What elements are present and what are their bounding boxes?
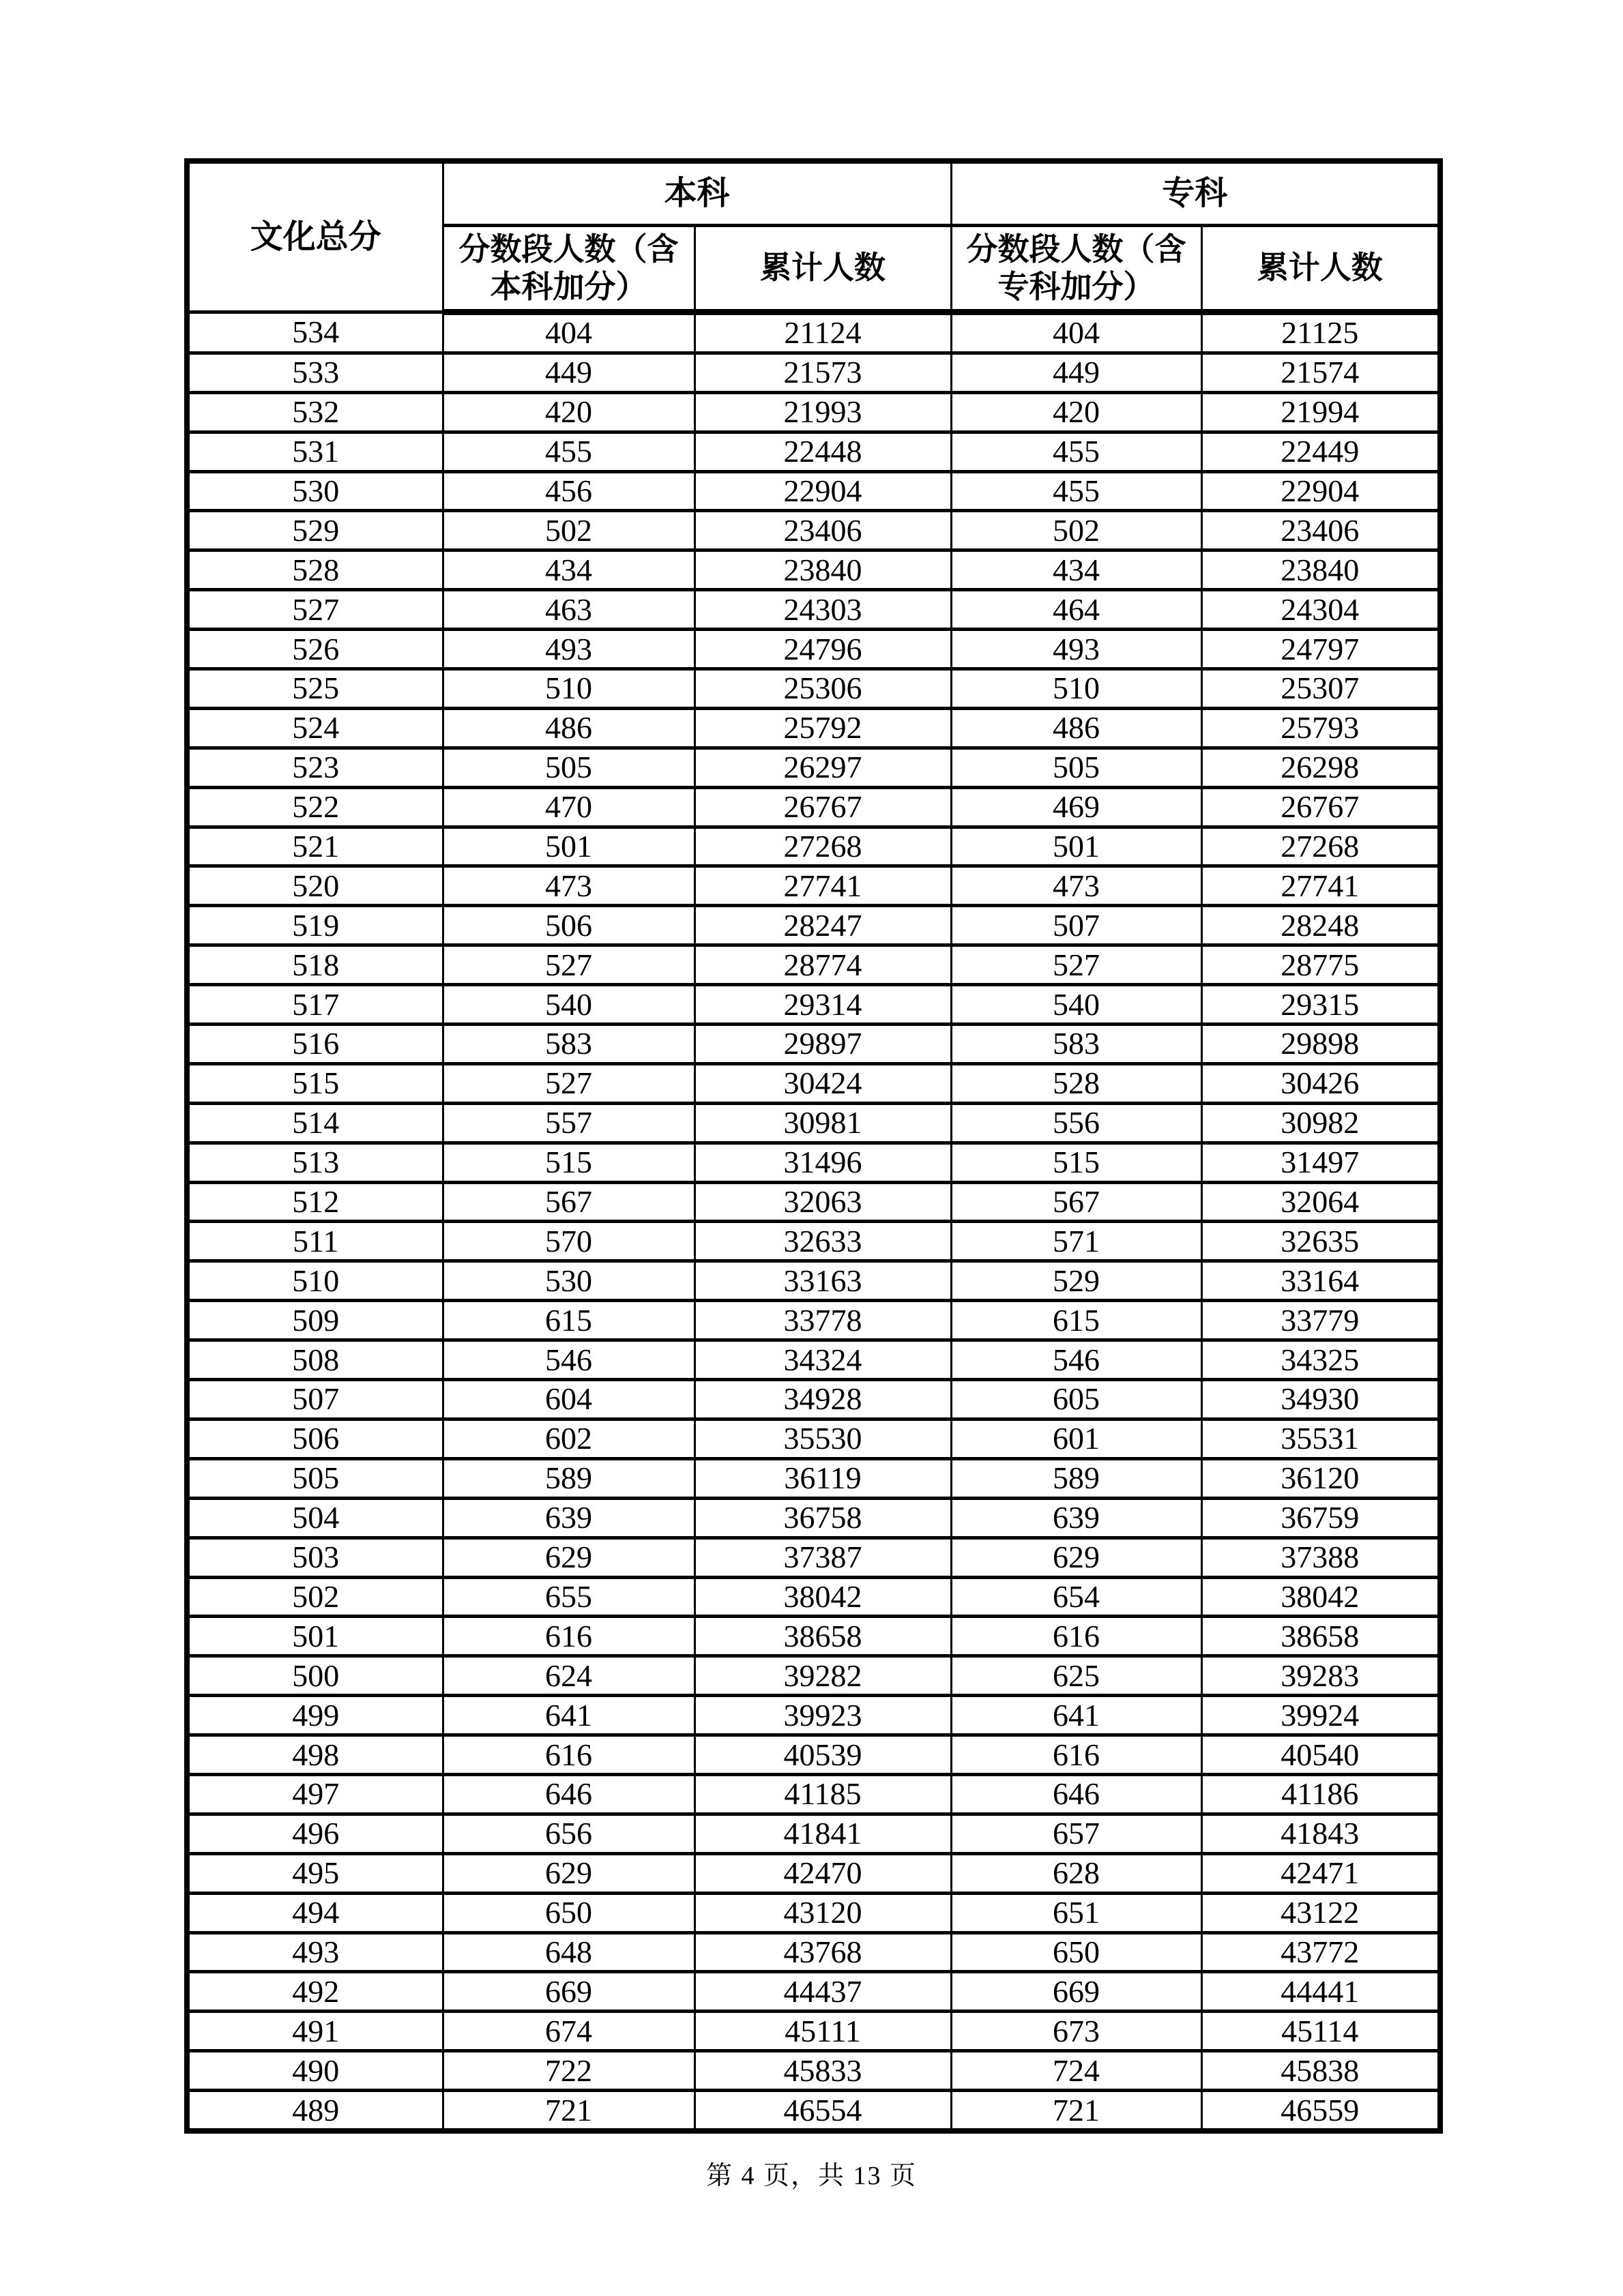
benke-segment-count-cell: 473 xyxy=(443,866,694,906)
table-row xyxy=(187,1261,1440,1301)
table-row xyxy=(187,1537,1440,1577)
benke-segment-count-cell: 502 xyxy=(443,511,694,550)
benke-cumulative-cell: 26297 xyxy=(694,748,951,787)
zhuanke-segment-count-cell: 501 xyxy=(951,827,1201,866)
zhuanke-cumulative-cell: 33779 xyxy=(1201,1301,1440,1340)
zhuanke-segment-count-cell: 651 xyxy=(951,1893,1201,1932)
zhuanke-cumulative-cell: 21994 xyxy=(1201,392,1440,432)
score-cell: 531 xyxy=(187,432,443,471)
header-zhuanke-cumulative: 累计人数 xyxy=(1201,226,1440,312)
benke-segment-count-cell: 641 xyxy=(443,1696,694,1735)
header-benke-segment: 分数段人数（含本科加分） xyxy=(443,226,694,312)
benke-cumulative-cell: 43120 xyxy=(694,1893,951,1932)
table-row xyxy=(187,392,1440,432)
zhuanke-segment-count-cell: 654 xyxy=(951,1577,1201,1617)
table-row xyxy=(187,2012,1440,2051)
benke-cumulative-cell: 39282 xyxy=(694,1656,951,1696)
table-row xyxy=(187,1143,1440,1182)
zhuanke-cumulative-cell: 29898 xyxy=(1201,1025,1440,1064)
benke-cumulative-cell: 32633 xyxy=(694,1222,951,1261)
benke-cumulative-cell: 23840 xyxy=(694,550,951,590)
zhuanke-cumulative-cell: 33164 xyxy=(1201,1261,1440,1301)
benke-cumulative-cell: 30981 xyxy=(694,1103,951,1143)
zhuanke-segment-count-cell: 567 xyxy=(951,1182,1201,1222)
benke-segment-count-cell: 530 xyxy=(443,1261,694,1301)
zhuanke-segment-count-cell: 515 xyxy=(951,1143,1201,1182)
zhuanke-cumulative-cell: 44441 xyxy=(1201,1972,1440,2012)
zhuanke-cumulative-cell: 21125 xyxy=(1201,312,1440,353)
score-cell: 494 xyxy=(187,1893,443,1932)
score-cell: 508 xyxy=(187,1340,443,1380)
zhuanke-segment-count-cell: 646 xyxy=(951,1774,1201,1814)
zhuanke-segment-count-cell: 540 xyxy=(951,985,1201,1025)
benke-segment-count-cell: 721 xyxy=(443,2091,694,2131)
table-row xyxy=(187,1498,1440,1537)
benke-segment-count-cell: 515 xyxy=(443,1143,694,1182)
zhuanke-segment-count-cell: 657 xyxy=(951,1814,1201,1853)
benke-cumulative-cell: 41841 xyxy=(694,1814,951,1853)
benke-cumulative-cell: 23406 xyxy=(694,511,951,550)
zhuanke-cumulative-cell: 38658 xyxy=(1201,1617,1440,1656)
table-row xyxy=(187,353,1440,392)
table-row xyxy=(187,1025,1440,1064)
benke-cumulative-cell: 22448 xyxy=(694,432,951,471)
benke-segment-count-cell: 650 xyxy=(443,1893,694,1932)
zhuanke-segment-count-cell: 505 xyxy=(951,748,1201,787)
zhuanke-segment-count-cell: 507 xyxy=(951,906,1201,945)
benke-segment-count-cell: 493 xyxy=(443,630,694,669)
benke-segment-count-cell: 629 xyxy=(443,1537,694,1577)
benke-cumulative-cell: 32063 xyxy=(694,1182,951,1222)
table-row xyxy=(187,1577,1440,1617)
zhuanke-cumulative-cell: 25793 xyxy=(1201,708,1440,748)
table-row xyxy=(187,1182,1440,1222)
zhuanke-segment-count-cell: 556 xyxy=(951,1103,1201,1143)
benke-cumulative-cell: 21124 xyxy=(694,312,951,353)
score-distribution-table xyxy=(184,158,1443,2134)
benke-segment-count-cell: 463 xyxy=(443,590,694,630)
header-zhuanke-segment: 分数段人数（含专科加分） xyxy=(951,226,1201,312)
benke-segment-count-cell: 616 xyxy=(443,1617,694,1656)
table-row xyxy=(187,2091,1440,2131)
table-row xyxy=(187,550,1440,590)
benke-segment-count-cell: 456 xyxy=(443,471,694,511)
zhuanke-cumulative-cell: 43772 xyxy=(1201,1932,1440,1972)
table-row xyxy=(187,1222,1440,1261)
zhuanke-segment-count-cell: 601 xyxy=(951,1419,1201,1458)
benke-cumulative-cell: 28774 xyxy=(694,945,951,985)
benke-cumulative-cell: 26767 xyxy=(694,787,951,827)
zhuanke-segment-count-cell: 673 xyxy=(951,2012,1201,2051)
table-row xyxy=(187,1617,1440,1656)
zhuanke-cumulative-cell: 29315 xyxy=(1201,985,1440,1025)
benke-cumulative-cell: 34928 xyxy=(694,1380,951,1419)
page-number-footer: 第 4 页，共 13 页 xyxy=(705,2162,917,2190)
benke-cumulative-cell: 45111 xyxy=(694,2012,951,2051)
zhuanke-segment-count-cell: 589 xyxy=(951,1458,1201,1498)
zhuanke-cumulative-cell: 26767 xyxy=(1201,787,1440,827)
score-cell: 512 xyxy=(187,1182,443,1222)
table-row xyxy=(187,1063,1440,1103)
table-row xyxy=(187,1893,1440,1932)
zhuanke-cumulative-cell: 46559 xyxy=(1201,2091,1440,2131)
benke-segment-count-cell: 404 xyxy=(443,312,694,353)
score-cell: 510 xyxy=(187,1261,443,1301)
benke-segment-count-cell: 602 xyxy=(443,1419,694,1458)
zhuanke-segment-count-cell: 629 xyxy=(951,1537,1201,1577)
benke-segment-count-cell: 616 xyxy=(443,1735,694,1775)
benke-cumulative-cell: 33163 xyxy=(694,1261,951,1301)
table-row xyxy=(187,630,1440,669)
table-row xyxy=(187,1380,1440,1419)
zhuanke-segment-count-cell: 605 xyxy=(951,1380,1201,1419)
score-cell: 517 xyxy=(187,985,443,1025)
zhuanke-cumulative-cell: 26298 xyxy=(1201,748,1440,787)
benke-segment-count-cell: 420 xyxy=(443,392,694,432)
benke-cumulative-cell: 22904 xyxy=(694,471,951,511)
score-cell: 504 xyxy=(187,1498,443,1537)
benke-cumulative-cell: 39923 xyxy=(694,1696,951,1735)
score-cell: 516 xyxy=(187,1025,443,1064)
zhuanke-cumulative-cell: 28248 xyxy=(1201,906,1440,945)
benke-segment-count-cell: 527 xyxy=(443,1063,694,1103)
benke-cumulative-cell: 29314 xyxy=(694,985,951,1025)
table-row xyxy=(187,1735,1440,1775)
table-row xyxy=(187,1932,1440,1972)
benke-segment-count-cell: 567 xyxy=(443,1182,694,1222)
score-cell: 533 xyxy=(187,353,443,392)
benke-cumulative-cell: 35530 xyxy=(694,1419,951,1458)
zhuanke-segment-count-cell: 486 xyxy=(951,708,1201,748)
header-score-label: 文化总分 xyxy=(187,161,443,312)
zhuanke-segment-count-cell: 724 xyxy=(951,2051,1201,2091)
zhuanke-cumulative-cell: 45114 xyxy=(1201,2012,1440,2051)
benke-segment-count-cell: 583 xyxy=(443,1025,694,1064)
benke-cumulative-cell: 42470 xyxy=(694,1853,951,1893)
score-cell: 507 xyxy=(187,1380,443,1419)
zhuanke-segment-count-cell: 571 xyxy=(951,1222,1201,1261)
zhuanke-segment-count-cell: 464 xyxy=(951,590,1201,630)
score-cell: 497 xyxy=(187,1774,443,1814)
zhuanke-cumulative-cell: 36759 xyxy=(1201,1498,1440,1537)
score-cell: 500 xyxy=(187,1656,443,1696)
zhuanke-segment-count-cell: 529 xyxy=(951,1261,1201,1301)
table-row xyxy=(187,1656,1440,1696)
zhuanke-segment-count-cell: 669 xyxy=(951,1972,1201,2012)
zhuanke-segment-count-cell: 502 xyxy=(951,511,1201,550)
score-cell: 495 xyxy=(187,1853,443,1893)
score-cell: 505 xyxy=(187,1458,443,1498)
zhuanke-cumulative-cell: 24797 xyxy=(1201,630,1440,669)
table-row xyxy=(187,1696,1440,1735)
benke-segment-count-cell: 527 xyxy=(443,945,694,985)
benke-cumulative-cell: 37387 xyxy=(694,1537,951,1577)
table-row xyxy=(187,1419,1440,1458)
benke-segment-count-cell: 669 xyxy=(443,1972,694,2012)
zhuanke-segment-count-cell: 616 xyxy=(951,1617,1201,1656)
benke-cumulative-cell: 38042 xyxy=(694,1577,951,1617)
benke-segment-count-cell: 656 xyxy=(443,1814,694,1853)
benke-cumulative-cell: 36758 xyxy=(694,1498,951,1537)
benke-segment-count-cell: 674 xyxy=(443,2012,694,2051)
zhuanke-segment-count-cell: 641 xyxy=(951,1696,1201,1735)
zhuanke-segment-count-cell: 639 xyxy=(951,1498,1201,1537)
benke-segment-count-cell: 506 xyxy=(443,906,694,945)
zhuanke-cumulative-cell: 27268 xyxy=(1201,827,1440,866)
zhuanke-cumulative-cell: 32064 xyxy=(1201,1182,1440,1222)
zhuanke-cumulative-cell: 41843 xyxy=(1201,1814,1440,1853)
score-cell: 492 xyxy=(187,1972,443,2012)
score-cell: 496 xyxy=(187,1814,443,1853)
benke-segment-count-cell: 589 xyxy=(443,1458,694,1498)
score-cell: 515 xyxy=(187,1063,443,1103)
benke-cumulative-cell: 24796 xyxy=(694,630,951,669)
benke-segment-count-cell: 505 xyxy=(443,748,694,787)
benke-cumulative-cell: 29897 xyxy=(694,1025,951,1064)
benke-cumulative-cell: 33778 xyxy=(694,1301,951,1340)
benke-segment-count-cell: 501 xyxy=(443,827,694,866)
zhuanke-cumulative-cell: 34930 xyxy=(1201,1380,1440,1419)
score-cell: 506 xyxy=(187,1419,443,1458)
table-row xyxy=(187,1774,1440,1814)
zhuanke-cumulative-cell: 34325 xyxy=(1201,1340,1440,1380)
zhuanke-cumulative-cell: 25307 xyxy=(1201,669,1440,709)
zhuanke-cumulative-cell: 24304 xyxy=(1201,590,1440,630)
zhuanke-segment-count-cell: 455 xyxy=(951,471,1201,511)
table-row xyxy=(187,432,1440,471)
benke-cumulative-cell: 44437 xyxy=(694,1972,951,2012)
table-row xyxy=(187,1853,1440,1893)
zhuanke-segment-count-cell: 527 xyxy=(951,945,1201,985)
zhuanke-cumulative-cell: 40540 xyxy=(1201,1735,1440,1775)
zhuanke-segment-count-cell: 455 xyxy=(951,432,1201,471)
table-row xyxy=(187,708,1440,748)
zhuanke-segment-count-cell: 615 xyxy=(951,1301,1201,1340)
benke-cumulative-cell: 38658 xyxy=(694,1617,951,1656)
benke-cumulative-cell: 27268 xyxy=(694,827,951,866)
header-group-benke: 本科 xyxy=(443,161,951,226)
zhuanke-segment-count-cell: 473 xyxy=(951,866,1201,906)
benke-segment-count-cell: 540 xyxy=(443,985,694,1025)
zhuanke-segment-count-cell: 650 xyxy=(951,1932,1201,1972)
zhuanke-cumulative-cell: 35531 xyxy=(1201,1419,1440,1458)
score-cell: 489 xyxy=(187,2091,443,2131)
zhuanke-cumulative-cell: 32635 xyxy=(1201,1222,1440,1261)
zhuanke-cumulative-cell: 28775 xyxy=(1201,945,1440,985)
score-cell: 490 xyxy=(187,2051,443,2091)
zhuanke-cumulative-cell: 39283 xyxy=(1201,1656,1440,1696)
zhuanke-cumulative-cell: 30426 xyxy=(1201,1063,1440,1103)
benke-segment-count-cell: 639 xyxy=(443,1498,694,1537)
score-cell: 513 xyxy=(187,1143,443,1182)
score-cell: 502 xyxy=(187,1577,443,1617)
zhuanke-cumulative-cell: 31497 xyxy=(1201,1143,1440,1182)
benke-segment-count-cell: 570 xyxy=(443,1222,694,1261)
score-cell: 509 xyxy=(187,1301,443,1340)
zhuanke-segment-count-cell: 628 xyxy=(951,1853,1201,1893)
zhuanke-segment-count-cell: 493 xyxy=(951,630,1201,669)
score-cell: 534 xyxy=(187,312,443,353)
benke-segment-count-cell: 624 xyxy=(443,1656,694,1696)
table-row xyxy=(187,2051,1440,2091)
header-benke-cumulative: 累计人数 xyxy=(694,226,951,312)
score-cell: 527 xyxy=(187,590,443,630)
zhuanke-cumulative-cell: 23406 xyxy=(1201,511,1440,550)
benke-segment-count-cell: 629 xyxy=(443,1853,694,1893)
zhuanke-cumulative-cell: 43122 xyxy=(1201,1893,1440,1932)
benke-segment-count-cell: 655 xyxy=(443,1577,694,1617)
benke-segment-count-cell: 546 xyxy=(443,1340,694,1380)
zhuanke-segment-count-cell: 616 xyxy=(951,1735,1201,1775)
benke-cumulative-cell: 41185 xyxy=(694,1774,951,1814)
table-row xyxy=(187,866,1440,906)
score-cell: 499 xyxy=(187,1696,443,1735)
table-row xyxy=(187,312,1440,353)
benke-segment-count-cell: 648 xyxy=(443,1932,694,1972)
benke-segment-count-cell: 449 xyxy=(443,353,694,392)
benke-segment-count-cell: 604 xyxy=(443,1380,694,1419)
score-cell: 518 xyxy=(187,945,443,985)
zhuanke-cumulative-cell: 41186 xyxy=(1201,1774,1440,1814)
benke-cumulative-cell: 40539 xyxy=(694,1735,951,1775)
table-row xyxy=(187,471,1440,511)
header-group-zhuanke: 专科 xyxy=(951,161,1440,226)
zhuanke-cumulative-cell: 23840 xyxy=(1201,550,1440,590)
table-row xyxy=(187,945,1440,985)
benke-cumulative-cell: 24303 xyxy=(694,590,951,630)
score-cell: 526 xyxy=(187,630,443,669)
benke-segment-count-cell: 470 xyxy=(443,787,694,827)
table-row xyxy=(187,985,1440,1025)
zhuanke-cumulative-cell: 39924 xyxy=(1201,1696,1440,1735)
score-cell: 520 xyxy=(187,866,443,906)
table-row xyxy=(187,827,1440,866)
score-cell: 493 xyxy=(187,1932,443,1972)
zhuanke-segment-count-cell: 721 xyxy=(951,2091,1201,2131)
score-cell: 529 xyxy=(187,511,443,550)
benke-cumulative-cell: 45833 xyxy=(694,2051,951,2091)
benke-cumulative-cell: 46554 xyxy=(694,2091,951,2131)
table-row xyxy=(187,590,1440,630)
score-cell: 519 xyxy=(187,906,443,945)
zhuanke-cumulative-cell: 21574 xyxy=(1201,353,1440,392)
score-cell: 514 xyxy=(187,1103,443,1143)
benke-cumulative-cell: 34324 xyxy=(694,1340,951,1380)
zhuanke-cumulative-cell: 38042 xyxy=(1201,1577,1440,1617)
benke-segment-count-cell: 510 xyxy=(443,669,694,709)
benke-segment-count-cell: 646 xyxy=(443,1774,694,1814)
table-row xyxy=(187,748,1440,787)
score-cell: 491 xyxy=(187,2012,443,2051)
benke-cumulative-cell: 21573 xyxy=(694,353,951,392)
zhuanke-segment-count-cell: 404 xyxy=(951,312,1201,353)
table-row xyxy=(187,1972,1440,2012)
table-row xyxy=(187,669,1440,709)
benke-segment-count-cell: 434 xyxy=(443,550,694,590)
score-cell: 524 xyxy=(187,708,443,748)
score-cell: 528 xyxy=(187,550,443,590)
benke-cumulative-cell: 36119 xyxy=(694,1458,951,1498)
table-row xyxy=(187,1340,1440,1380)
benke-cumulative-cell: 30424 xyxy=(694,1063,951,1103)
benke-cumulative-cell: 25306 xyxy=(694,669,951,709)
benke-segment-count-cell: 486 xyxy=(443,708,694,748)
score-cell: 511 xyxy=(187,1222,443,1261)
zhuanke-cumulative-cell: 36120 xyxy=(1201,1458,1440,1498)
score-cell: 532 xyxy=(187,392,443,432)
zhuanke-cumulative-cell: 37388 xyxy=(1201,1537,1440,1577)
score-cell: 522 xyxy=(187,787,443,827)
score-cell: 501 xyxy=(187,1617,443,1656)
score-cell: 503 xyxy=(187,1537,443,1577)
zhuanke-cumulative-cell: 30982 xyxy=(1201,1103,1440,1143)
zhuanke-segment-count-cell: 420 xyxy=(951,392,1201,432)
zhuanke-cumulative-cell: 45838 xyxy=(1201,2051,1440,2091)
zhuanke-cumulative-cell: 27741 xyxy=(1201,866,1440,906)
benke-cumulative-cell: 25792 xyxy=(694,708,951,748)
benke-cumulative-cell: 27741 xyxy=(694,866,951,906)
table-row xyxy=(187,1103,1440,1143)
table-row xyxy=(187,1458,1440,1498)
benke-segment-count-cell: 722 xyxy=(443,2051,694,2091)
benke-segment-count-cell: 455 xyxy=(443,432,694,471)
table-body xyxy=(187,312,1440,2131)
benke-cumulative-cell: 43768 xyxy=(694,1932,951,1972)
zhuanke-cumulative-cell: 22449 xyxy=(1201,432,1440,471)
zhuanke-segment-count-cell: 510 xyxy=(951,669,1201,709)
zhuanke-segment-count-cell: 434 xyxy=(951,550,1201,590)
score-cell: 498 xyxy=(187,1735,443,1775)
benke-segment-count-cell: 557 xyxy=(443,1103,694,1143)
table-row xyxy=(187,1814,1440,1853)
benke-cumulative-cell: 21993 xyxy=(694,392,951,432)
zhuanke-segment-count-cell: 528 xyxy=(951,1063,1201,1103)
zhuanke-segment-count-cell: 546 xyxy=(951,1340,1201,1380)
benke-cumulative-cell: 28247 xyxy=(694,906,951,945)
zhuanke-cumulative-cell: 22904 xyxy=(1201,471,1440,511)
benke-segment-count-cell: 615 xyxy=(443,1301,694,1340)
table-row xyxy=(187,787,1440,827)
score-cell: 523 xyxy=(187,748,443,787)
zhuanke-segment-count-cell: 583 xyxy=(951,1025,1201,1064)
table-row xyxy=(187,1301,1440,1340)
zhuanke-segment-count-cell: 449 xyxy=(951,353,1201,392)
score-cell: 525 xyxy=(187,669,443,709)
zhuanke-segment-count-cell: 469 xyxy=(951,787,1201,827)
score-cell: 530 xyxy=(187,471,443,511)
table-header xyxy=(187,161,1440,312)
zhuanke-segment-count-cell: 625 xyxy=(951,1656,1201,1696)
table-row xyxy=(187,511,1440,550)
benke-cumulative-cell: 31496 xyxy=(694,1143,951,1182)
score-cell: 521 xyxy=(187,827,443,866)
zhuanke-cumulative-cell: 42471 xyxy=(1201,1853,1440,1893)
table-row xyxy=(187,906,1440,945)
header-group-row xyxy=(187,161,1440,226)
